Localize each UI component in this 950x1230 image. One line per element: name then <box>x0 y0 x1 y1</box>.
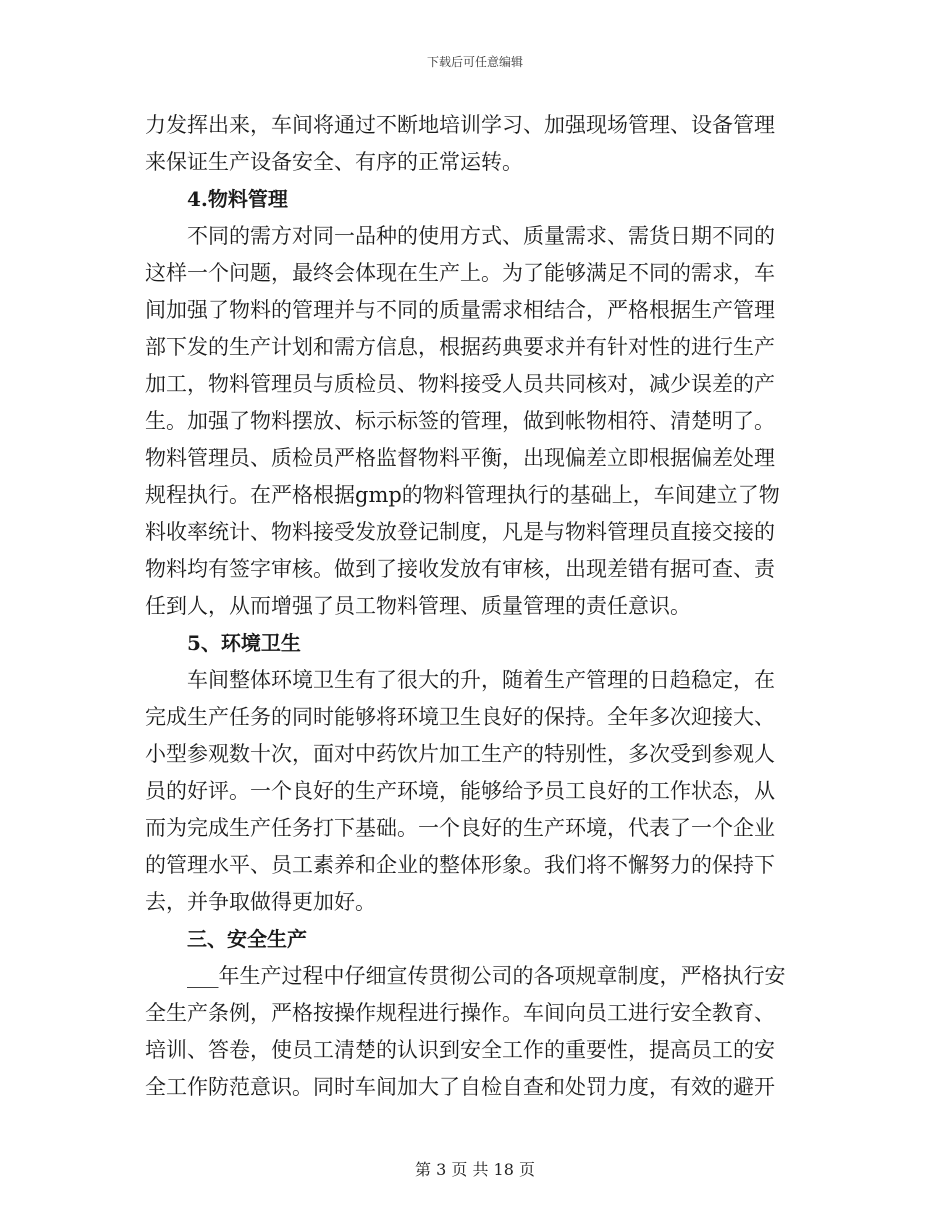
text-line: 物料均有签字审核。做到了接收发放有审核，出现差错有据可查、责 <box>145 557 775 581</box>
text-line: 全生产条例，严格按操作规程进行操作。车间向员工进行安全教育、 <box>145 1001 775 1025</box>
text-line: 加工，物料管理员与质检员、物料接受人员共同核对，减少误差的产 <box>145 372 775 396</box>
text-line: 来保证生产设备安全、有序的正常运转。 <box>145 150 523 174</box>
page-number: 第 3 页 共 18 页 <box>415 1160 535 1179</box>
section-heading: 4.物料管理 <box>187 187 288 211</box>
section-heading: 三、安全生产 <box>187 927 307 951</box>
text-line: 力发挥出来，车间将通过不断地培训学习、加强现场管理、设备管理 <box>145 113 775 137</box>
text-line: 不同的需方对同一品种的使用方式、质量需求、需货日期不同的 <box>187 224 775 248</box>
text-line: 规程执行。在严格根据gmp的物料管理执行的基础上，车间建立了物 <box>145 483 780 507</box>
text-line: 任到人，从而增强了员工物料管理、质量管理的责任意识。 <box>145 594 691 618</box>
text-line: 间加强了物料的管理并与不同的质量需求相结合，严格根据生产管理 <box>145 298 775 322</box>
text-line: 而为完成生产任务打下基础。一个良好的生产环境，代表了一个企业 <box>145 816 775 840</box>
text-line: 这样一个问题，最终会体现在生产上。为了能够满足不同的需求，车 <box>145 261 775 285</box>
text-line: 培训、答卷，使员工清楚的认识到安全工作的重要性，提高员工的安 <box>145 1038 775 1062</box>
text-line: ___年生产过程中仔细宣传贯彻公司的各项规章制度，严格执行安 <box>187 964 786 988</box>
text-line: 料收率统计、物料接受发放登记制度，凡是与物料管理员直接交接的 <box>145 520 775 544</box>
text-line: 物料管理员、质检员严格监督物料平衡，出现偏差立即根据偏差处理 <box>145 446 775 470</box>
text-line: 部下发的生产计划和需方信息，根据药典要求并有针对性的进行生产 <box>145 335 775 359</box>
text-line: 生。加强了物料摆放、标示标签的管理，做到帐物相符、清楚明了。 <box>145 409 775 433</box>
text-line: 完成生产任务的同时能够将环境卫生良好的保持。全年多次迎接大、 <box>145 705 775 729</box>
text-line: 的管理水平、员工素养和企业的整体形象。我们将不懈努力的保持下 <box>145 853 775 877</box>
document-body <box>145 107 805 1106</box>
page-header-note: 下载后可任意编辑 <box>426 55 523 69</box>
text-line: 去，并争取做得更加好。 <box>145 890 376 914</box>
section-heading: 5、环境卫生 <box>187 631 301 655</box>
text-line: 车间整体环境卫生有了很大的升，随着生产管理的日趋稳定，在 <box>187 668 775 692</box>
text-line: 全工作防范意识。同时车间加大了自检自查和处罚力度，有效的避开 <box>145 1075 775 1099</box>
text-line: 员的好评。一个良好的生产环境，能够给予员工良好的工作状态，从 <box>145 779 775 803</box>
text-line: 小型参观数十次，面对中药饮片加工生产的特别性，多次受到参观人 <box>145 742 775 766</box>
